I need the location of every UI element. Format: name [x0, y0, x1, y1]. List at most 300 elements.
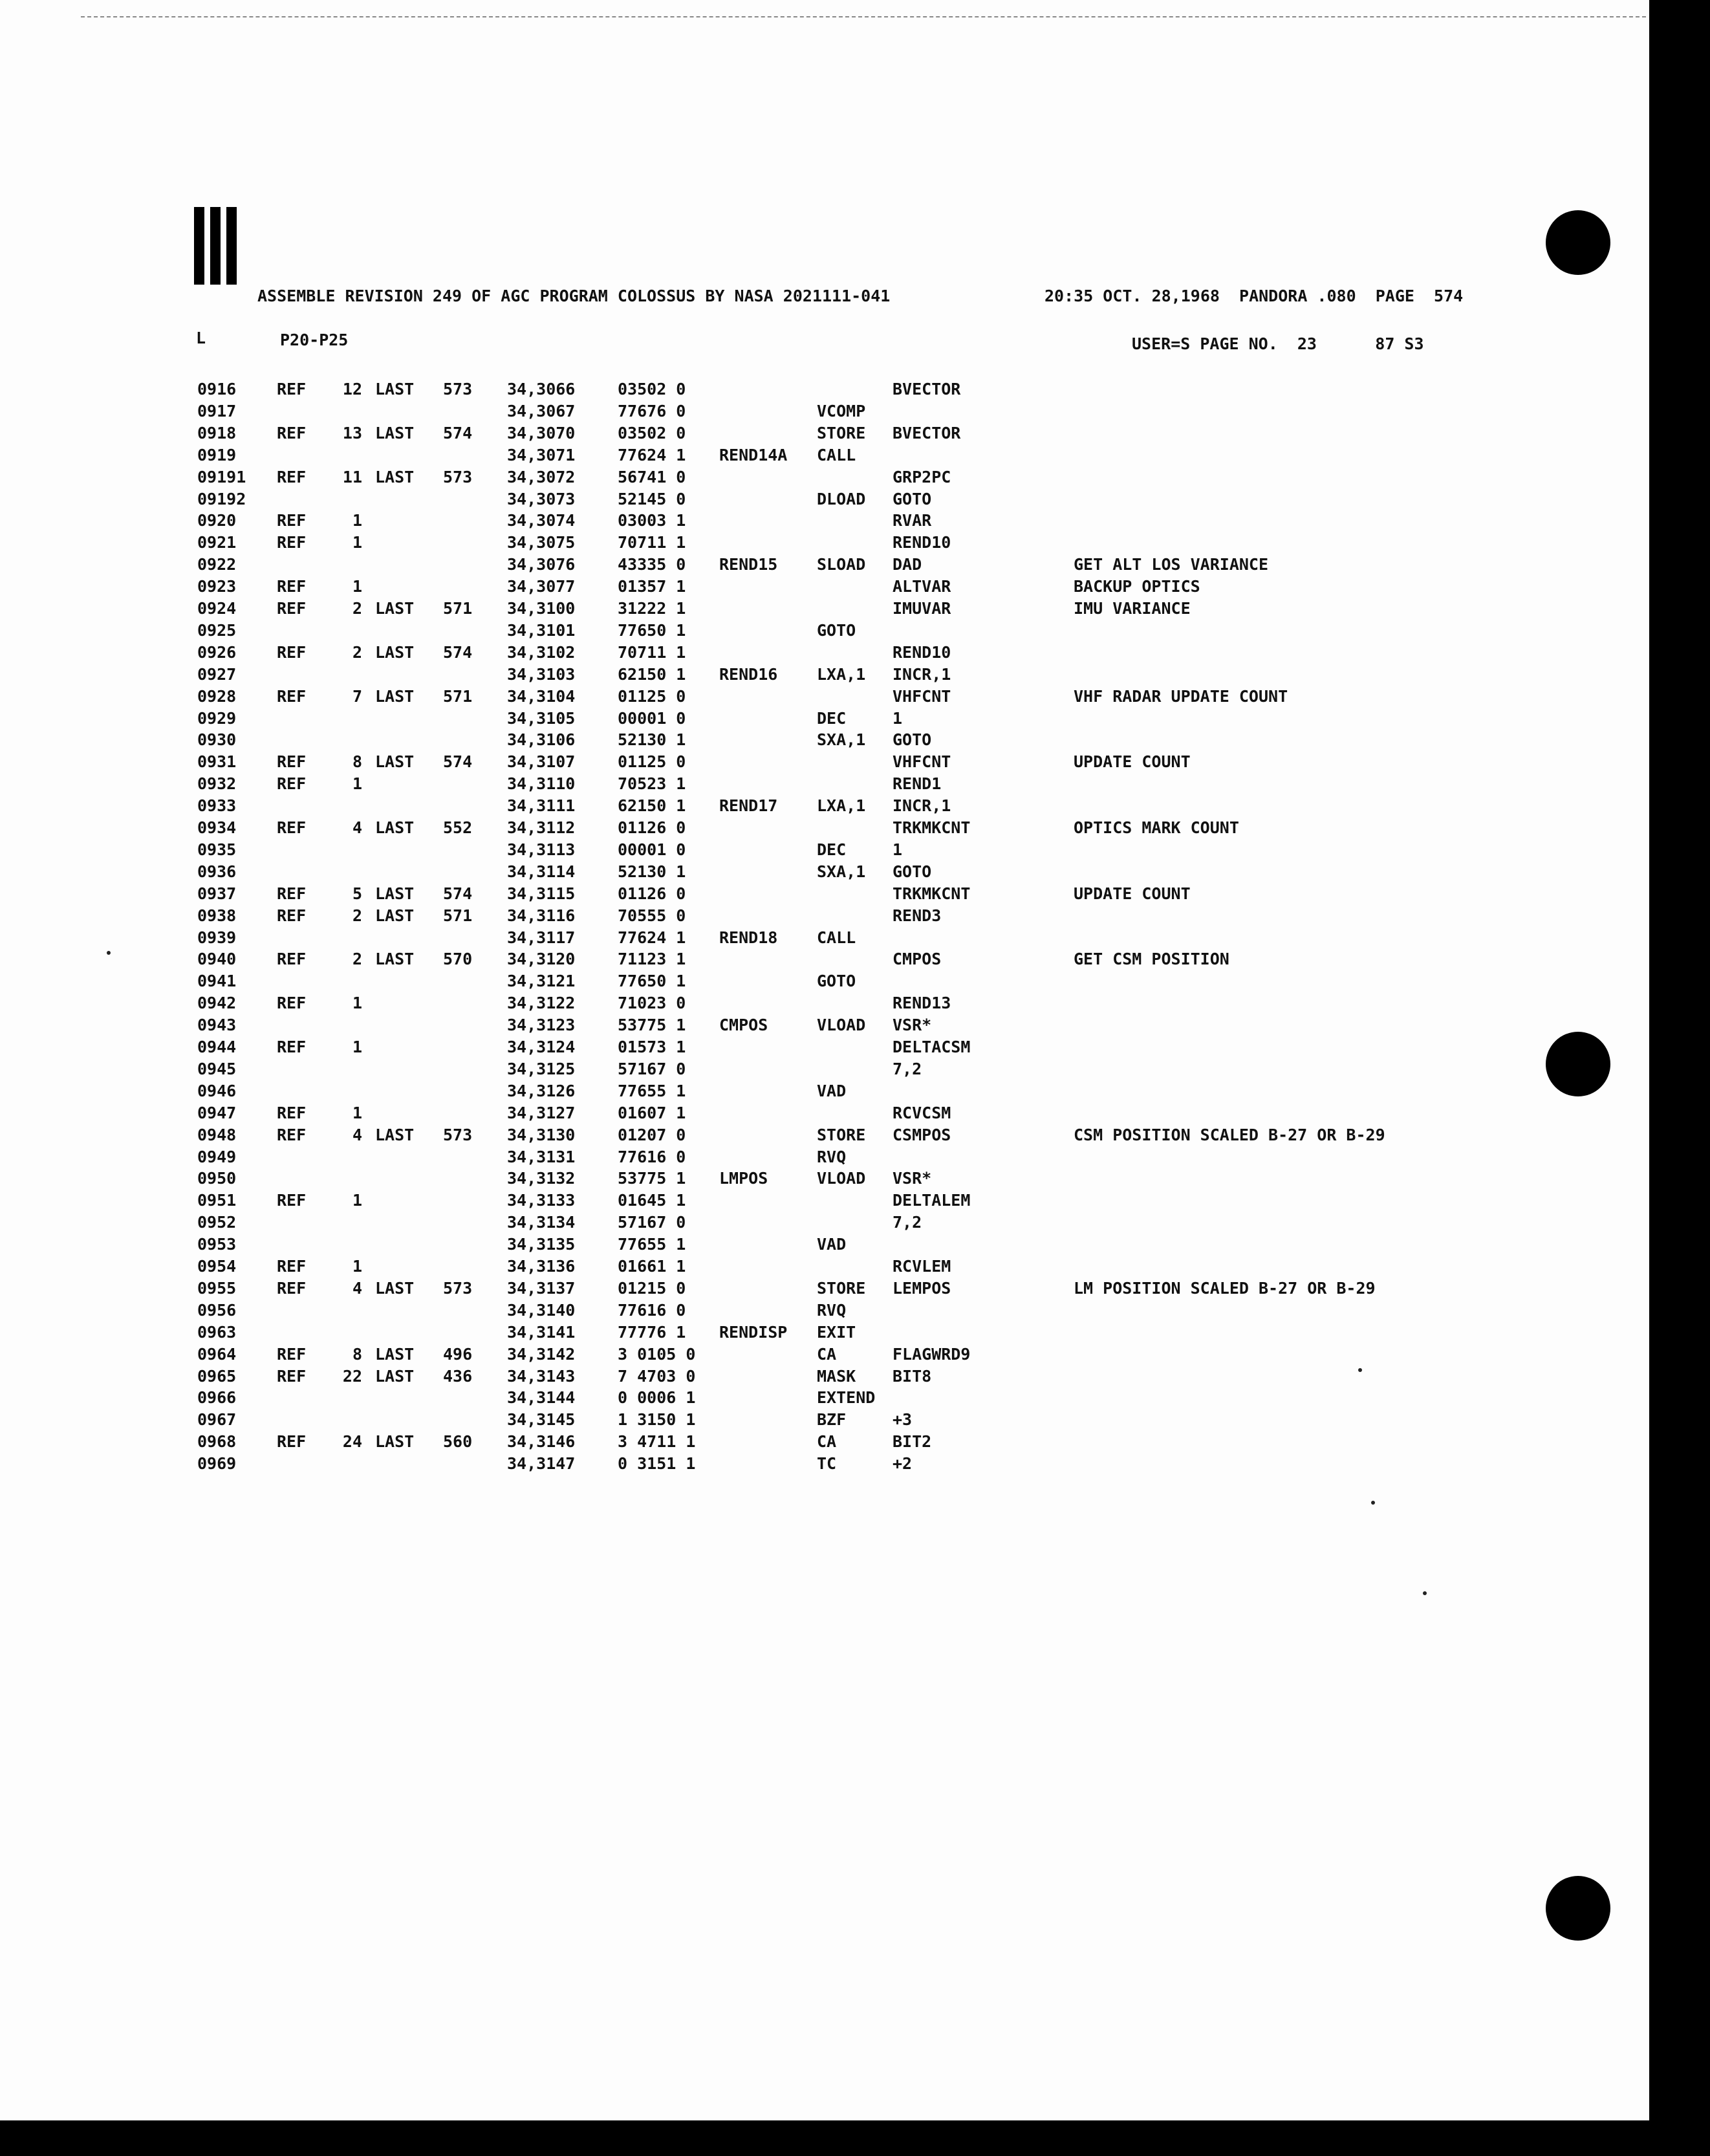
opcode: VLOAD	[817, 1016, 866, 1035]
line-number: 0931	[197, 752, 237, 772]
line-number: 0948	[197, 1125, 237, 1144]
listing-row	[0, 1190, 1488, 1212]
operand: GOTO	[893, 862, 932, 881]
line-number: 0929	[197, 708, 237, 728]
listing-row	[0, 466, 1488, 488]
operand: INCR,1	[893, 796, 951, 816]
line-number: 0938	[197, 906, 237, 925]
listing-row	[0, 970, 1488, 992]
opcode: VLOAD	[817, 1169, 866, 1188]
comment: UPDATE COUNT	[1074, 884, 1191, 903]
listing-row	[0, 378, 1488, 400]
ref-marker: REF	[277, 818, 307, 837]
label: REND16	[719, 664, 778, 684]
last-page: 573	[443, 380, 473, 398]
address: 34,3132	[507, 1169, 576, 1188]
opcode: EXIT	[817, 1322, 856, 1342]
address: 34,3111	[507, 796, 576, 816]
octal-word: 01207 0	[618, 1125, 686, 1144]
last-marker: LAST	[375, 950, 415, 969]
ref-count: 2	[352, 599, 362, 618]
octal-word: 77616 0	[618, 1147, 686, 1166]
opcode: RVQ	[817, 1300, 847, 1320]
line-number: 0920	[197, 511, 237, 530]
line-number: 09192	[197, 489, 246, 508]
listing-row	[0, 1212, 1488, 1234]
operand: VSR*	[893, 1016, 932, 1035]
address: 34,3125	[507, 1059, 576, 1078]
line-number: 0934	[197, 818, 237, 837]
opcode: VAD	[817, 1081, 847, 1100]
address: 34,3070	[507, 423, 576, 442]
listing-row	[0, 817, 1488, 839]
line-number: 0950	[197, 1169, 237, 1188]
opcode: DEC	[817, 708, 847, 728]
address: 34,3106	[507, 730, 576, 750]
address: 34,3137	[507, 1278, 576, 1298]
opcode: DLOAD	[817, 489, 866, 508]
last-marker: LAST	[375, 906, 415, 925]
address: 34,3144	[507, 1388, 576, 1408]
address: 34,3116	[507, 906, 576, 925]
last-marker: LAST	[375, 752, 415, 772]
ref-count: 8	[352, 752, 362, 772]
operand: DAD	[893, 555, 922, 574]
speck	[1358, 1368, 1362, 1372]
listing-row	[0, 554, 1488, 576]
operand: +3	[893, 1410, 913, 1430]
operand: IMUVAR	[893, 599, 951, 618]
ref-marker: REF	[277, 906, 307, 925]
octal-word: 01126 0	[618, 818, 686, 837]
comment: IMU VARIANCE	[1074, 599, 1191, 618]
address: 34,3130	[507, 1125, 576, 1144]
speck	[1423, 1591, 1427, 1595]
operand: DELTALEM	[893, 1191, 971, 1210]
octal-word: 03502 0	[618, 380, 686, 398]
opcode: STORE	[817, 1278, 866, 1298]
ref-count: 22	[342, 1366, 362, 1386]
opcode: CALL	[817, 445, 856, 464]
operand: 7,2	[893, 1213, 922, 1232]
header-type-mark: L	[196, 329, 206, 347]
address: 34,3077	[507, 577, 576, 596]
octal-word: 77616 0	[618, 1300, 686, 1320]
address: 34,3110	[507, 774, 576, 794]
listing-row	[0, 444, 1488, 466]
ref-marker: REF	[277, 599, 307, 618]
punch-hole-top	[1546, 210, 1610, 275]
label: REND18	[719, 928, 778, 947]
line-number: 0917	[197, 401, 237, 420]
octal-word: 01645 1	[618, 1191, 686, 1210]
listing-row	[0, 861, 1488, 883]
comment: OPTICS MARK COUNT	[1074, 818, 1239, 837]
opcode: CA	[817, 1432, 837, 1452]
operand: 7,2	[893, 1059, 922, 1078]
address: 34,3120	[507, 950, 576, 969]
listing-row	[0, 1409, 1488, 1431]
last-page: 496	[443, 1344, 473, 1364]
octal-word: 57167 0	[618, 1059, 686, 1078]
address: 34,3104	[507, 686, 576, 706]
ref-marker: REF	[277, 1257, 307, 1276]
line-number: 0926	[197, 642, 237, 662]
octal-word: 43335 0	[618, 555, 686, 574]
ref-count: 1	[352, 533, 362, 552]
line-number: 0965	[197, 1366, 237, 1386]
octal-word: 01215 0	[618, 1278, 686, 1298]
ref-count: 1	[352, 1191, 362, 1210]
address: 34,3072	[507, 467, 576, 486]
operand: DELTACSM	[893, 1038, 971, 1056]
listing-row	[0, 795, 1488, 817]
header-title: ASSEMBLE REVISION 249 OF AGC PROGRAM COLOSSUS BY NASA 2021111-041	[257, 287, 891, 305]
last-marker: LAST	[375, 467, 415, 486]
line-number: 0923	[197, 577, 237, 596]
ref-marker: REF	[277, 533, 307, 552]
address: 34,3134	[507, 1213, 576, 1232]
ref-marker: REF	[277, 994, 307, 1013]
octal-word: 31222 1	[618, 599, 686, 618]
octal-word: 0 3151 1	[618, 1454, 696, 1474]
operand: GOTO	[893, 730, 932, 750]
ref-count: 1	[352, 994, 362, 1013]
octal-word: 03502 0	[618, 423, 686, 442]
line-number: 0946	[197, 1081, 237, 1100]
line-number: 0969	[197, 1454, 237, 1474]
operand: CSMPOS	[893, 1125, 951, 1144]
last-page: 571	[443, 599, 473, 618]
octal-word: 01125 0	[618, 686, 686, 706]
comment: BACKUP OPTICS	[1074, 577, 1200, 596]
last-marker: LAST	[375, 1278, 415, 1298]
address: 34,3140	[507, 1300, 576, 1320]
operand: CMPOS	[893, 950, 942, 969]
last-marker: LAST	[375, 1125, 415, 1144]
opcode: GOTO	[817, 620, 856, 640]
octal-word: 03003 1	[618, 511, 686, 530]
octal-word: 52145 0	[618, 489, 686, 508]
listing-row	[0, 992, 1488, 1014]
operand: ALTVAR	[893, 577, 951, 596]
comment: GET CSM POSITION	[1074, 950, 1229, 969]
line-number: 0935	[197, 840, 237, 859]
last-marker: LAST	[375, 884, 415, 903]
octal-word: 70523 1	[618, 774, 686, 794]
address: 34,3075	[507, 533, 576, 552]
octal-word: 62150 1	[618, 664, 686, 684]
comment: GET ALT LOS VARIANCE	[1074, 555, 1269, 574]
punch-hole-bottom	[1546, 1876, 1610, 1941]
opcode: BZF	[817, 1410, 847, 1430]
address: 34,3114	[507, 862, 576, 881]
ref-count: 8	[352, 1344, 362, 1364]
last-marker: LAST	[375, 1344, 415, 1364]
line-number: 0963	[197, 1322, 237, 1342]
operand: 1	[893, 708, 903, 728]
operand: INCR,1	[893, 664, 951, 684]
last-marker: LAST	[375, 1432, 415, 1452]
line-number: 0944	[197, 1038, 237, 1056]
line-number: 09191	[197, 467, 246, 486]
line-number: 0924	[197, 599, 237, 618]
octal-word: 77624 1	[618, 928, 686, 947]
opcode: SXA,1	[817, 862, 866, 881]
operand: REND1	[893, 774, 942, 794]
label: REND17	[719, 796, 778, 816]
address: 34,3115	[507, 884, 576, 903]
address: 34,3123	[507, 1016, 576, 1035]
ref-marker: REF	[277, 950, 307, 969]
listing-row	[0, 1080, 1488, 1102]
address: 34,3100	[507, 599, 576, 618]
label: LMPOS	[719, 1169, 768, 1188]
address: 34,3122	[507, 994, 576, 1013]
last-page: 574	[443, 642, 473, 662]
opcode: SXA,1	[817, 730, 866, 750]
octal-word: 62150 1	[618, 796, 686, 816]
address: 34,3131	[507, 1147, 576, 1166]
octal-word: 52130 1	[618, 862, 686, 881]
line-number: 0967	[197, 1410, 237, 1430]
opcode: TC	[817, 1454, 837, 1474]
operand: REND10	[893, 533, 951, 552]
octal-word: 70711 1	[618, 642, 686, 662]
octal-word: 57167 0	[618, 1213, 686, 1232]
line-number: 0949	[197, 1147, 237, 1166]
ref-count: 12	[342, 380, 362, 398]
address: 34,3136	[507, 1257, 576, 1276]
speck	[1371, 1501, 1375, 1505]
octal-word: 77676 0	[618, 401, 686, 420]
operand: RCVCSM	[893, 1103, 951, 1122]
line-number: 0953	[197, 1235, 237, 1254]
octal-word: 01357 1	[618, 577, 686, 596]
octal-word: 70555 0	[618, 906, 686, 925]
listing-row	[0, 1036, 1488, 1058]
ref-count: 7	[352, 686, 362, 706]
ref-count: 5	[352, 884, 362, 903]
listing-row	[0, 773, 1488, 795]
octal-word: 01661 1	[618, 1257, 686, 1276]
octal-word: 1 3150 1	[618, 1410, 696, 1430]
ref-marker: REF	[277, 577, 307, 596]
listing-row	[0, 1344, 1488, 1366]
ref-count: 2	[352, 642, 362, 662]
opcode: LXA,1	[817, 664, 866, 684]
octal-word: 7 4703 0	[618, 1366, 696, 1386]
label: REND14A	[719, 445, 788, 464]
address: 34,3105	[507, 708, 576, 728]
ref-marker: REF	[277, 1038, 307, 1056]
line-number: 0956	[197, 1300, 237, 1320]
address: 34,3066	[507, 380, 576, 398]
ref-marker: REF	[277, 1125, 307, 1144]
last-marker: LAST	[375, 599, 415, 618]
listing-row	[0, 1278, 1488, 1300]
octal-word: 3 0105 0	[618, 1344, 696, 1364]
operand: GRP2PC	[893, 467, 951, 486]
operand: GOTO	[893, 489, 932, 508]
line-number: 0937	[197, 884, 237, 903]
opcode: VAD	[817, 1235, 847, 1254]
ref-marker: REF	[277, 774, 307, 794]
address: 34,3147	[507, 1454, 576, 1474]
operand: REND10	[893, 642, 951, 662]
page-top-edge	[81, 16, 1646, 17]
last-marker: LAST	[375, 1366, 415, 1386]
operand: 1	[893, 840, 903, 859]
line-number: 0947	[197, 1103, 237, 1122]
octal-word: 77624 1	[618, 445, 686, 464]
last-marker: LAST	[375, 818, 415, 837]
line-number: 0951	[197, 1191, 237, 1210]
address: 34,3112	[507, 818, 576, 837]
address: 34,3117	[507, 928, 576, 947]
listing-row	[0, 839, 1488, 861]
address: 34,3143	[507, 1366, 576, 1386]
octal-word: 0 0006 1	[618, 1388, 696, 1408]
last-page: 571	[443, 906, 473, 925]
operand: BVECTOR	[893, 380, 961, 398]
ref-marker: REF	[277, 467, 307, 486]
listing-row	[0, 488, 1488, 510]
ref-count: 4	[352, 1278, 362, 1298]
line-number: 0968	[197, 1432, 237, 1452]
last-marker: LAST	[375, 686, 415, 706]
line-number: 0942	[197, 994, 237, 1013]
address: 34,3076	[507, 555, 576, 574]
opcode: STORE	[817, 1125, 866, 1144]
octal-word: 01607 1	[618, 1103, 686, 1122]
opcode: VCOMP	[817, 401, 866, 420]
octal-word: 53775 1	[618, 1169, 686, 1188]
octal-word: 52130 1	[618, 730, 686, 750]
listing-row	[0, 1014, 1488, 1036]
operand: TRKMKCNT	[893, 818, 971, 837]
octal-word: 01126 0	[618, 884, 686, 903]
line-number: 0919	[197, 445, 237, 464]
opcode: CA	[817, 1344, 837, 1364]
last-marker: LAST	[375, 642, 415, 662]
last-page: 552	[443, 818, 473, 837]
operand: BIT8	[893, 1366, 932, 1386]
operand: BVECTOR	[893, 423, 961, 442]
last-page: 570	[443, 950, 473, 969]
address: 34,3101	[507, 620, 576, 640]
listing-row	[0, 1366, 1488, 1388]
ref-count: 11	[342, 467, 362, 486]
octal-word: 77776 1	[618, 1322, 686, 1342]
listing-row	[0, 1102, 1488, 1124]
ref-marker: REF	[277, 1191, 307, 1210]
address: 34,3127	[507, 1103, 576, 1122]
operand: VHFCNT	[893, 686, 951, 706]
listing-row	[0, 729, 1488, 751]
address: 34,3146	[507, 1432, 576, 1452]
operand: RVAR	[893, 511, 932, 530]
line-number: 0928	[197, 686, 237, 706]
address: 34,3145	[507, 1410, 576, 1430]
opcode: LXA,1	[817, 796, 866, 816]
line-number: 0922	[197, 555, 237, 574]
line-number: 0921	[197, 533, 237, 552]
line-number: 0925	[197, 620, 237, 640]
ref-marker: REF	[277, 423, 307, 442]
line-number: 0916	[197, 380, 237, 398]
listing-row	[0, 1256, 1488, 1278]
opcode: SLOAD	[817, 555, 866, 574]
listing-row	[0, 1453, 1488, 1475]
comment: LM POSITION SCALED B-27 OR B-29	[1074, 1278, 1376, 1298]
octal-word: 01573 1	[618, 1038, 686, 1056]
last-page: 573	[443, 467, 473, 486]
line-number: 0927	[197, 664, 237, 684]
listing-row	[0, 510, 1488, 532]
line-number: 0955	[197, 1278, 237, 1298]
operand: VHFCNT	[893, 752, 951, 772]
ref-count: 2	[352, 950, 362, 969]
octal-word: 53775 1	[618, 1016, 686, 1035]
last-page: 573	[443, 1125, 473, 1144]
address: 34,3107	[507, 752, 576, 772]
listing-row	[0, 1234, 1488, 1256]
listing-row	[0, 1300, 1488, 1322]
line-number: 0932	[197, 774, 237, 794]
line-number: 0941	[197, 972, 237, 991]
line-number: 0930	[197, 730, 237, 750]
listing-row	[0, 1124, 1488, 1146]
listing-row	[0, 883, 1488, 905]
ref-marker: REF	[277, 1278, 307, 1298]
header-date-page: 20:35 OCT. 28,1968 PANDORA .080 PAGE 574	[1044, 287, 1464, 305]
ref-count: 1	[352, 1103, 362, 1122]
ref-count: 2	[352, 906, 362, 925]
octal-word: 70711 1	[618, 533, 686, 552]
last-page: 574	[443, 752, 473, 772]
label: RENDISP	[719, 1322, 788, 1342]
opcode: DEC	[817, 840, 847, 859]
operand: REND13	[893, 994, 951, 1013]
octal-word: 77655 1	[618, 1081, 686, 1100]
address: 34,3135	[507, 1235, 576, 1254]
last-page: 574	[443, 423, 473, 442]
last-page: 560	[443, 1432, 473, 1452]
operand: FLAGWRD9	[893, 1344, 971, 1364]
octal-word: 56741 0	[618, 467, 686, 486]
label: CMPOS	[719, 1016, 768, 1035]
address: 34,3121	[507, 972, 576, 991]
last-marker: LAST	[375, 423, 415, 442]
octal-word: 77650 1	[618, 620, 686, 640]
address: 34,3102	[507, 642, 576, 662]
listing-row	[0, 532, 1488, 554]
listing-row	[0, 1322, 1488, 1344]
listing-row	[0, 905, 1488, 927]
address: 34,3103	[507, 664, 576, 684]
last-page: 574	[443, 884, 473, 903]
header-user-page: USER=S PAGE NO. 23 87 S3	[1132, 334, 1424, 353]
octal-word: 71023 0	[618, 994, 686, 1013]
listing-row	[0, 642, 1488, 664]
opcode: MASK	[817, 1366, 856, 1386]
listing-row	[0, 1168, 1488, 1190]
header-section: P20-P25	[280, 331, 349, 349]
listing-row	[0, 1146, 1488, 1168]
comment: VHF RADAR UPDATE COUNT	[1074, 686, 1288, 706]
listing-row	[0, 1431, 1488, 1453]
